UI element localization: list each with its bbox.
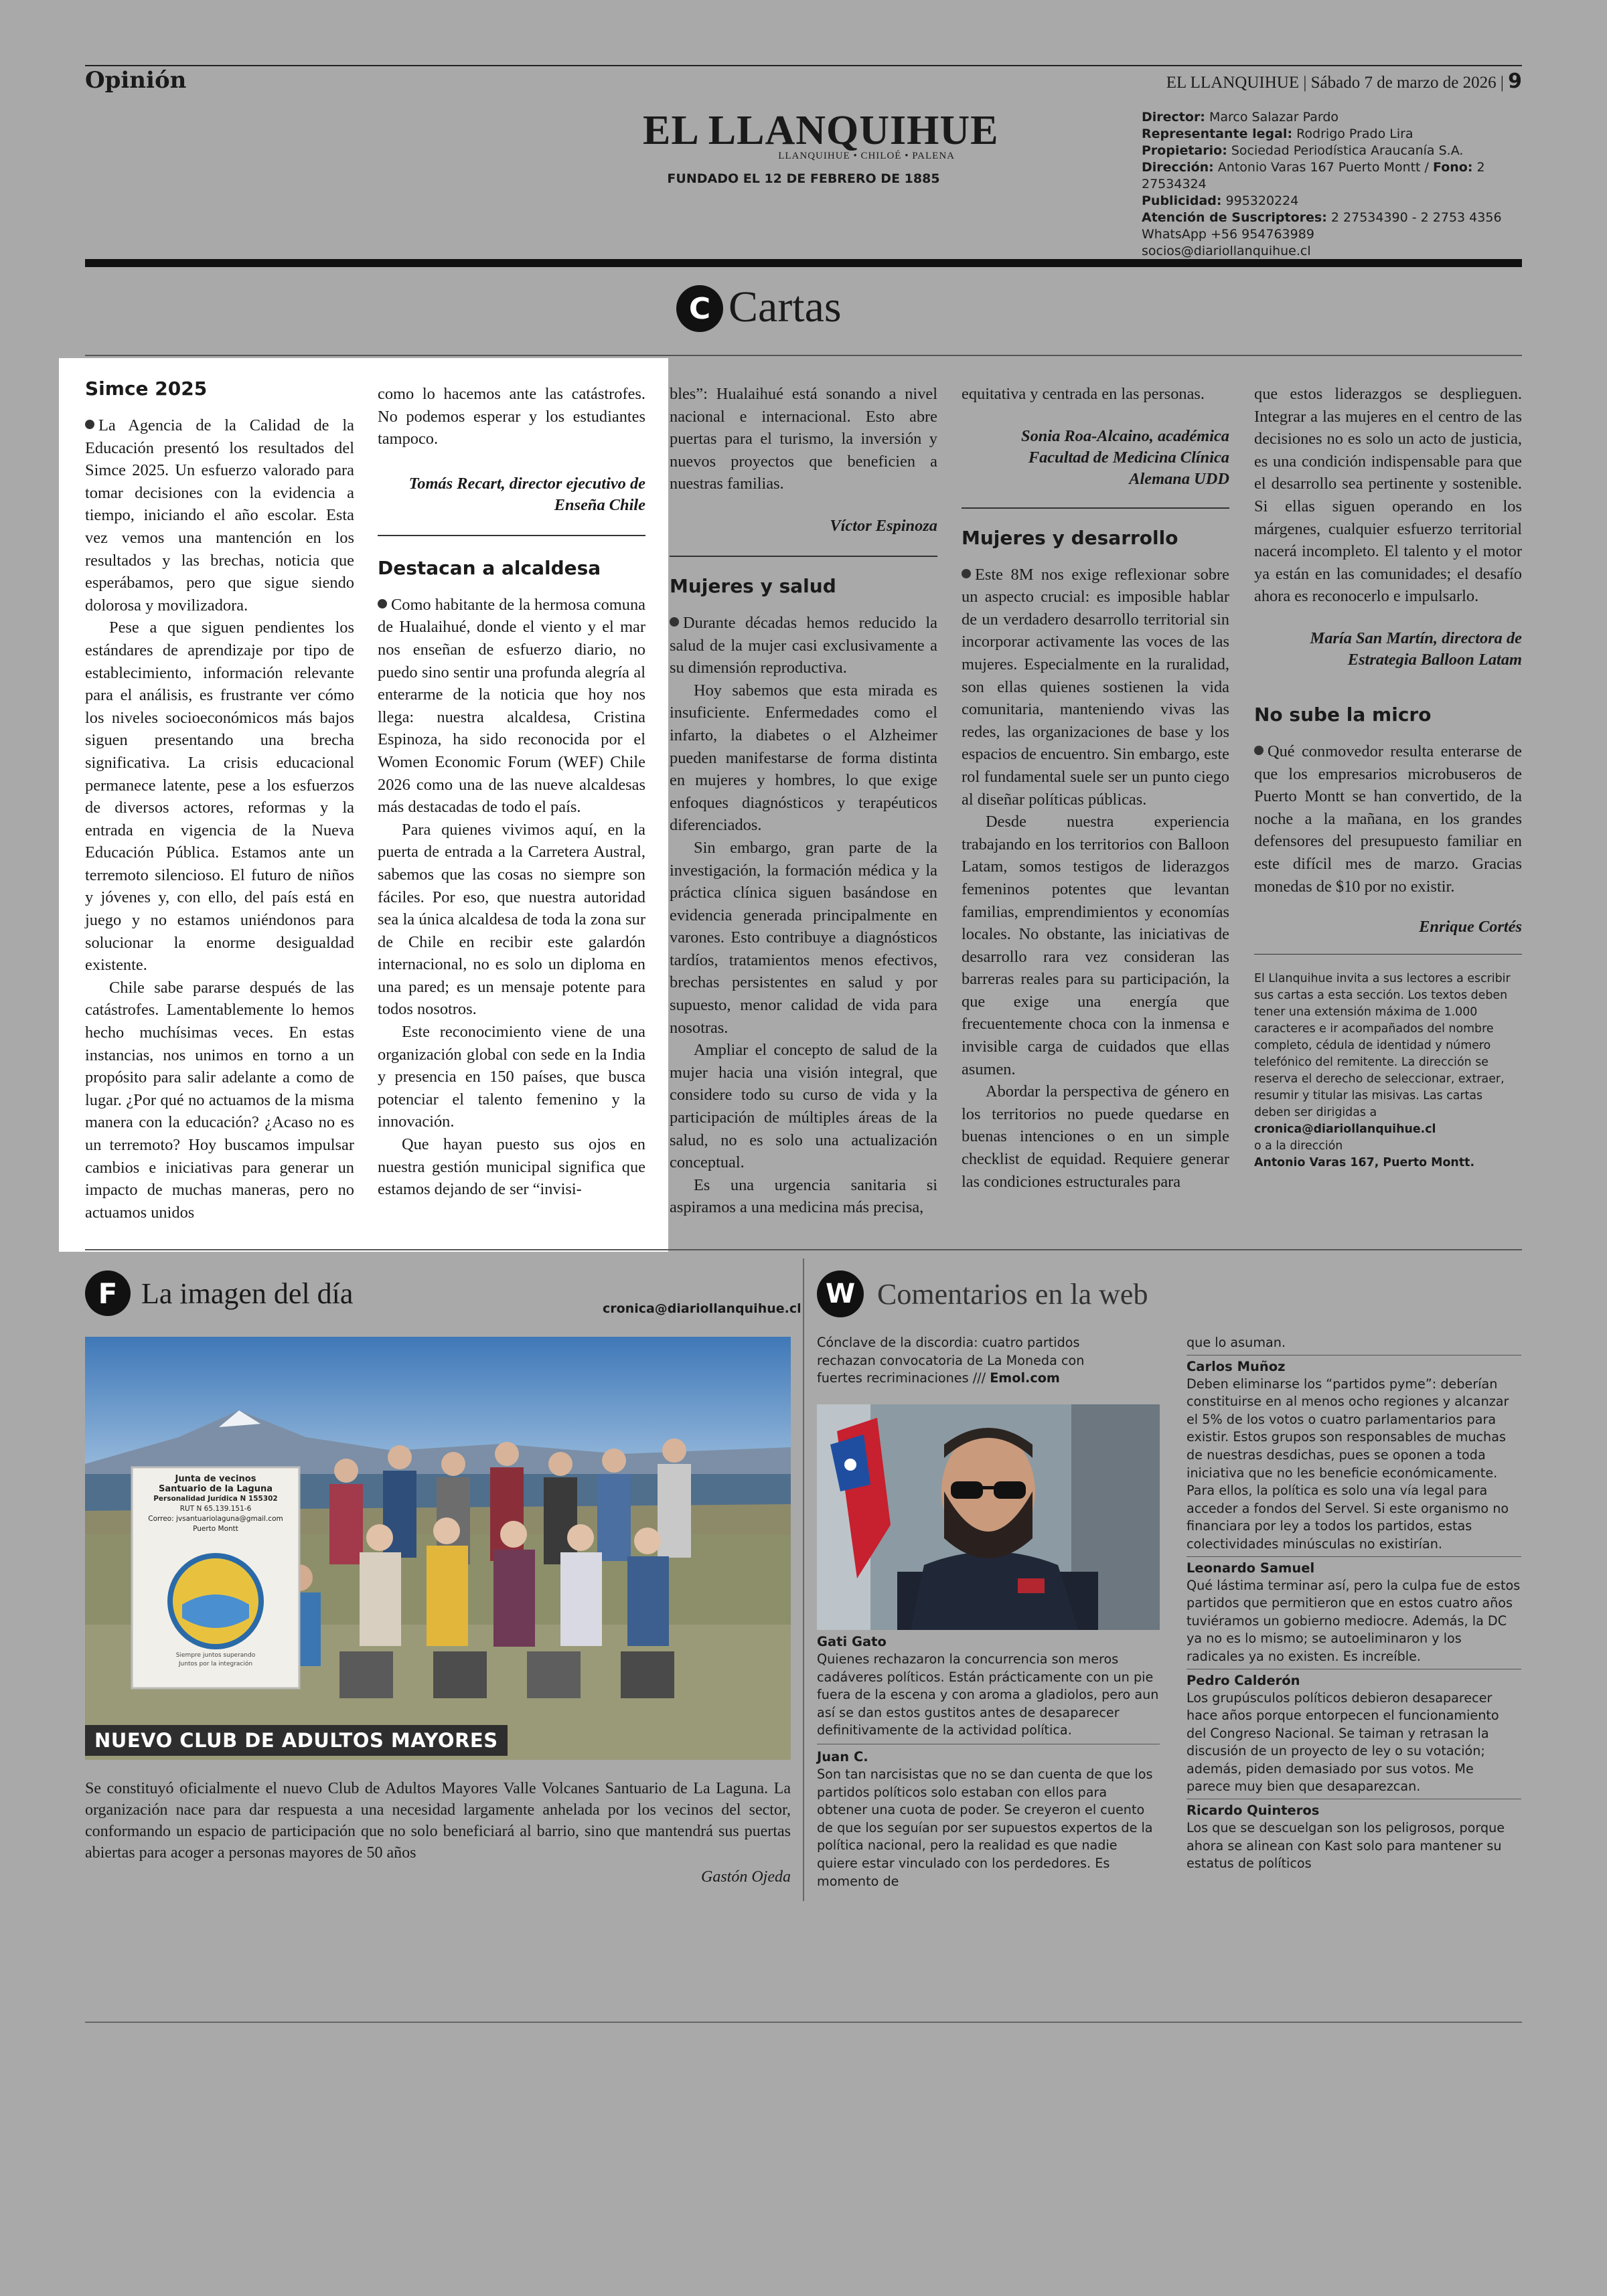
letter-signature: Enrique Cortés [1419, 918, 1522, 936]
founded-line: FUNDADO EL 12 DE FEBRERO DE 1885 [667, 171, 940, 186]
comment [1187, 1802, 1521, 1873]
comment-text: Los grupúsculos políticos debieron desaparecer hace años porque entorpecen el funcionamiento del Congreso Nacional. Se taiman y retrasan la discusión de un proyecto de ley o su votación; además, piden demasiado por sus votos. Me parece muy bien que desaparezcan. [1187, 1690, 1499, 1795]
banner-line: Correo: jvsantuariolaguna@gmail.com [148, 1515, 283, 1523]
letter-paragraph: Para quienes vivimos aquí, en la puerta de entrada a la Carretera Austral, sabemos que las cosas no siempre son fáciles. Por eso, que nuestra autoridad sea la única alcaldesa de toda la zona sur de Chile en recibir este galardón internacional, no es solo un diploma en una pared; es un mensaje potente para todos nosotros. [378, 820, 645, 1019]
banner-text [132, 1474, 299, 1534]
comment-divider [1187, 1355, 1521, 1356]
bullet-icon [1254, 746, 1264, 755]
letter-paragraph: Pese a que siguen pendientes los estándares de aprendizaje por tipo de establecimiento, información relevante para el análisis, es frustrante ver cómo los niveles socioeconómicos más bajos siguen presentando una brecha significativa. La crisis educacional permanece latente, pese a los esfuerzos de diversos actores, reformas y la entrada en vigencia de la Nueva Educación Pública. Estamos ante un terremoto silencioso. El futuro de niños y jóvenes y, con ello, del país está en juego y no estamos uniéndonos para solucionar la enorme desigualdad existente. [85, 619, 354, 975]
column-3 [670, 383, 937, 1219]
banner-line: Personalidad Jurídica N 155302 [153, 1495, 278, 1503]
comment [1187, 1672, 1521, 1797]
letter-paragraph: Este 8M nos exige reflexionar sobre un aspecto crucial: es imposible hablar de un verdadero desarrollo territorial sin incorporar activamente las voces de las mujeres. Especialmente en la ruralidad, son ellas quienes sostienen la vida comunitaria, manteniendo vivas las redes, las organizaciones de base y los espacios de encuentro. Sin embargo, este rol fundamental suele ser un punto ciego al diseñar políticas públicas. [962, 565, 1229, 809]
bullet-icon [85, 420, 94, 429]
letter-signature: Sonia Roa-Alcaino, académica Facultad de Medicina Clínica Alemana UDD [1021, 426, 1229, 488]
letter-paragraph: Sin embargo, gran parte de la investigación, la formación médica y la práctica clínica siguen basándose en evidencia generada principalmente en varones. Esto contribuye a diagnósticos tardíos, tratamientos menos efectivos, brechas persistentes en salud y por supuesto, menor calidad de vida para nosotras. [670, 838, 937, 1037]
letter-paragraph: bles”: Hualaihué está sonando a nivel nacional e internacional. Esto abre puertas para el turismo, la inversión y nuevos proyectos que beneficien a nuestras familias. [670, 385, 937, 493]
banner-footer [132, 1651, 299, 1669]
web-source: Emol.com [990, 1370, 1060, 1386]
staff-address: Dirección: Antonio Varas 167 Puerto Montt / Fono: 2 27534324 [1142, 160, 1485, 191]
letter-title-alcaldesa: Destacan a alcaldesa [378, 556, 601, 579]
web-title: Comentarios en la web [877, 1277, 1148, 1311]
submission-note [1254, 971, 1522, 1171]
note-divider [1254, 954, 1522, 955]
photo-caption: Se constituyó oficialmente el nuevo Club de Adultos Mayores Valle Volcanes Santuario de La Laguna. La organización nace para dar respuesta a una necesidad largamente anhelada por los vecinos del sector, conformando un espacio de participación que no solo beneficiará al barrio, sino que mantendrá sus puertas abiertas para acoger a personas mayores de 50 años [85, 1780, 791, 1862]
staff-email: socios@diariollanquihue.cl [1142, 244, 1311, 258]
bullet-icon [378, 599, 387, 608]
letter-divider [670, 556, 937, 557]
comment-author: Ricardo Quinteros [1187, 1803, 1320, 1819]
comment-author: Leonardo Samuel [1187, 1560, 1315, 1576]
bullet-icon [670, 617, 679, 627]
banner-line: Santuario de la Laguna [158, 1484, 273, 1494]
page-bottom-rule [85, 2022, 1522, 2023]
comment [1187, 1560, 1521, 1666]
letter-paragraph: Que hayan puesto sus ojos en nuestra gestión municipal significa que estamos dejando de ser “invisi- [378, 1135, 645, 1199]
comment-divider [1187, 1556, 1521, 1557]
letter-title-salud: Mujeres y salud [670, 574, 836, 597]
comment-author: Pedro Calderón [1187, 1672, 1300, 1688]
letter-title-micro: No sube la micro [1254, 703, 1432, 726]
staff-subscribers: Atención de Suscriptores: 2 27534390 - 2 2753 4356 [1142, 210, 1502, 225]
staff-whatsapp: WhatsApp +56 954763989 [1142, 227, 1314, 242]
comment-author: Carlos Muñoz [1187, 1358, 1286, 1374]
web-headline: Cónclave de la discordia: cuatro partidos rechazan convocatoria de La Moneda con fuertes recriminaciones /// Emol.com [817, 1335, 1085, 1386]
letter-title-simce: Simce 2025 [85, 378, 208, 400]
section-label: Opinión [85, 67, 187, 94]
web-heading [817, 1270, 1148, 1317]
vertical-rule [803, 1258, 804, 1901]
letter-signature: Tomás Recart, director ejecutivo de Enseña Chile [408, 474, 645, 514]
photo-credit: Gastón Ojeda [701, 1868, 791, 1886]
column-5 [1254, 383, 1522, 1171]
staff-owner: Propietario: Sociedad Periodística Araucanía S.A. [1142, 143, 1464, 158]
masthead-subtitle: LLANQUIHUE • CHILOÉ • PALENA [778, 151, 955, 161]
letter-title-desarrollo: Mujeres y desarrollo [962, 526, 1178, 549]
comments-right [1187, 1334, 1521, 1873]
imagen-logo-icon: F [85, 1270, 131, 1316]
column-2 [378, 383, 645, 1201]
comment [1187, 1358, 1521, 1554]
note-or: o a la dirección [1254, 1139, 1343, 1153]
masthead-block [643, 107, 999, 186]
letter-paragraph: Hoy sabemos que esta mirada es insuficiente. Enfermedades como el infarto, la diabetes o el Alzheimer pueden manifestarse de forma distinta en mujeres y hombres, lo que exige enfoques diagnósticos y terapéuticos diferenciados. [670, 681, 937, 835]
banner-line: Siempre juntos superando [175, 1652, 256, 1659]
comment-text: Son tan narcisistas que no se dan cuenta de que los partidos políticos solo estaban con ellos para obtener una cuota de poder. Se creyeron el cuento de que los seguían por ser supuestos expertos de la política nacional, pero la realidad es que nadie quiere estar vinculado con los perdedores. Es momento de [817, 1766, 1153, 1889]
column-1 [85, 377, 354, 1224]
letter-paragraph: Durante décadas hemos reducido la salud de la mujer casi exclusivamente a su dimensión reproductiva. [670, 613, 937, 677]
cartas-rule [85, 355, 1522, 356]
comment [817, 1748, 1160, 1890]
cartas-heading [676, 284, 842, 333]
staff-legal: Representante legal: Rodrigo Prado Lira [1142, 127, 1413, 141]
comment [817, 1633, 1160, 1740]
web-logo-icon: W [817, 1270, 864, 1317]
imagen-title: La imagen del día [141, 1277, 354, 1310]
letter-paragraph: Qué conmovedor resulta enterarse de que los empresarios microbuseros de Puerto Montt se han convertido, de la noche a la mañana, en los grandes defensores del presupuesto familiar en este difícil mes de marzo. Gracias monedas de $10 por no existir. [1254, 742, 1522, 896]
imagen-heading [85, 1270, 353, 1316]
banner-line: Puerto Montt [193, 1525, 238, 1533]
staff-ads: Publicidad: 995320224 [1142, 193, 1299, 208]
note-address: Antonio Varas 167, Puerto Montt. [1254, 1156, 1475, 1170]
letter-signature: María San Martín, directora de Estrategia Balloon Latam [1310, 629, 1522, 669]
imagen-email[interactable]: cronica@diariollanquihue.cl [603, 1301, 801, 1316]
comment-text: Deben eliminarse los “partidos pyme”: deberían constituirse en al menos ocho regiones y alcanzar el 5% de los votos o cuatro parlamentarios para existir. Estos grupos son responsables de muchas de nuestras desdichas, pues se oponen a toda iniciativa que no les beneficie económicamente. Para ellos, la política es solo una vía legal para acceder a fondos del Servel. Si este organismo no financiara por ley a todos los partidos, estas colectividades minúsculas no existirían. [1187, 1376, 1509, 1552]
note-text: El Llanquihue invita a sus lectores a escribir sus cartas a esta sección. Los textos deben tener una extensión máxima de 1.000 caracteres e ir acompañados del nombre completo, cédula de identidad y número telefónico del remitente. La dirección se reserva el derecho de seleccionar, extraer, resumir y titular las misivas. Las cartas deben ser dirigidas a [1254, 972, 1511, 1120]
letter-paragraph: que estos liderazgos se desplieguen. Integrar a las mujeres en el centro de las decisiones no es solo un acto de justicia, es una condición indispensable para que el desarrollo sea pertinente y sostenible. Si ellas siguen operando en los márgenes, cualquier esfuerzo territorial nacerá incompleto. El talento y el motor ya están en las comunidades; el desafío ahora es reconocerlo e impulsarlo. [1254, 385, 1522, 606]
portrait-photo [817, 1404, 1160, 1630]
letter-paragraph: Ampliar el concepto de salud de la mujer hacia una visión integral, que considere todo su curso de vida y la participación de múltiples áreas de la salud, no es solo una actualización conceptual. [670, 1041, 937, 1172]
letter-paragraph: equitativa y centrada en las personas. [962, 385, 1205, 403]
letter-paragraph: Este reconocimiento viene de una organización global con sede en la India y presencia en 150 países, que busca potenciar el talento femenino y la innovación. [378, 1023, 645, 1131]
letter-paragraph: Chile sabe pararse después de las catástrofes. Lamentablemente lo hemos hecho muchísimas veces. En estas instancias, nos unimos en torno a un propósito para salir adelante a como de lugar. ¿Por qué no actuamos de la misma manera con la educación? ¿Acaso no es un terremoto? Hoy buscamos impulsar cambios e iniciativas para generar un impacto de muchas maneras, pero no actuamos unidos [85, 978, 354, 1222]
edition-date: EL LLANQUIHUE | Sábado 7 de marzo de 2026 | [1166, 74, 1504, 92]
letter-paragraph: Como habitante de la hermosa comuna de Hualaihué, donde el viento y el mar nos enseñan de esfuerzo diario, no puedo sino sentir una profunda alegría al enterarme de la noticia que hoy nos llega: nuestra alcaldesa, Cristina Espinoza, ha sido reconocida por el Women Economic Forum (WEF) Chile 2026 como una de las nueve alcaldesas más destacadas de todo el país. [378, 595, 645, 817]
group-photo [85, 1337, 791, 1760]
letter-divider [962, 507, 1229, 509]
banner-line: RUT N 65.139.151-6 [179, 1505, 252, 1513]
staff-box [1142, 109, 1523, 260]
letter-divider [378, 535, 645, 536]
banner-line: Junta de vecinos [175, 1474, 256, 1484]
masthead: EL LLANQUIHUE [643, 108, 999, 153]
page-number: 9 [1508, 70, 1522, 93]
cartas-logo-icon: C [676, 285, 723, 332]
letter-paragraph: Es una urgencia sanitaria si aspiramos a una medicina más precisa, [670, 1175, 937, 1217]
comment-continuation: que lo asuman. [1187, 1335, 1286, 1350]
staff-director: Director: Marco Salazar Pardo [1142, 110, 1339, 125]
comment-text: Quienes rechazaron la concurrencia son meros cadáveres políticos. Están prácticamente con un pie fuera de la escena y con aroma a gladiolos, pero aun así se dan estos gustitos antes de desaparecer definitivamente de la actividad política. [817, 1651, 1159, 1738]
photo [85, 1337, 791, 1760]
banner-line: Juntos por la integración [178, 1661, 253, 1667]
letter-signature: Víctor Espinoza [830, 516, 937, 535]
note-email[interactable]: cronica@diariollanquihue.cl [1254, 1123, 1436, 1137]
comments-left [817, 1633, 1160, 1890]
comment-author: Gati Gato [817, 1634, 887, 1649]
top-rule [85, 65, 1522, 66]
letter-paragraph: Abordar la perspectiva de género en los territorios no puede quedarse en buenas intenciones o en un simple checklist de equidad. Requiere generar las condiciones estructurales para [962, 1082, 1229, 1191]
letter-paragraph: La Agencia de la Calidad de la Educación presentó los resultados del Simce 2025. Un esfuerzo valorado para tomar decisiones con la evidencia a tiempo, iniciando el año escolar. Esta vez vemos una mantención en los resultados y las brechas, noticia que esperábamos, pero que sigue siendo dolorosa y movilizadora. [85, 416, 354, 614]
comment-author: Juan C. [817, 1748, 868, 1765]
comment-text: Los que se descuelgan son los peligrosos, porque ahora se alinean con Kast solo para mantener su estatus de políticos [1187, 1820, 1505, 1872]
thick-rule [85, 259, 1522, 267]
letter-paragraph: como lo hacemos ante las catástrofes. No podemos esperar y los estudiantes tampoco. [378, 385, 645, 448]
comment-text: Qué lástima terminar así, pero la culpa fue de estos partidos que permitieron que en estos cuatro años tuviéramos un gobierno mediocre. Además, la DC ya no es lo mismo; se autoeliminaron y los radicales ya no existen. Es increíble. [1187, 1577, 1521, 1664]
bullet-icon [962, 569, 971, 578]
cartas-bottom-rule [85, 1249, 1522, 1250]
column-4 [962, 383, 1229, 1193]
letter-paragraph: Desde nuestra experiencia trabajando en los territorios con Balloon Latam, somos testigos de liderazgos femeninos potentes que levantan familias, emprendimientos y economías locales. No obstante, las iniciativas de desarrollo rara vez consideran las barreras reales para su participación, la que exige una energía que frecuentemente choca con la inmensa e invisible carga de cuidados que ellas asumen. [962, 813, 1229, 1078]
edition-line [1004, 70, 1522, 93]
cartas-title: Cartas [729, 282, 842, 331]
photo-label: NUEVO CLUB DE ADULTOS MAYORES [85, 1725, 508, 1756]
web-photo [817, 1404, 1160, 1630]
